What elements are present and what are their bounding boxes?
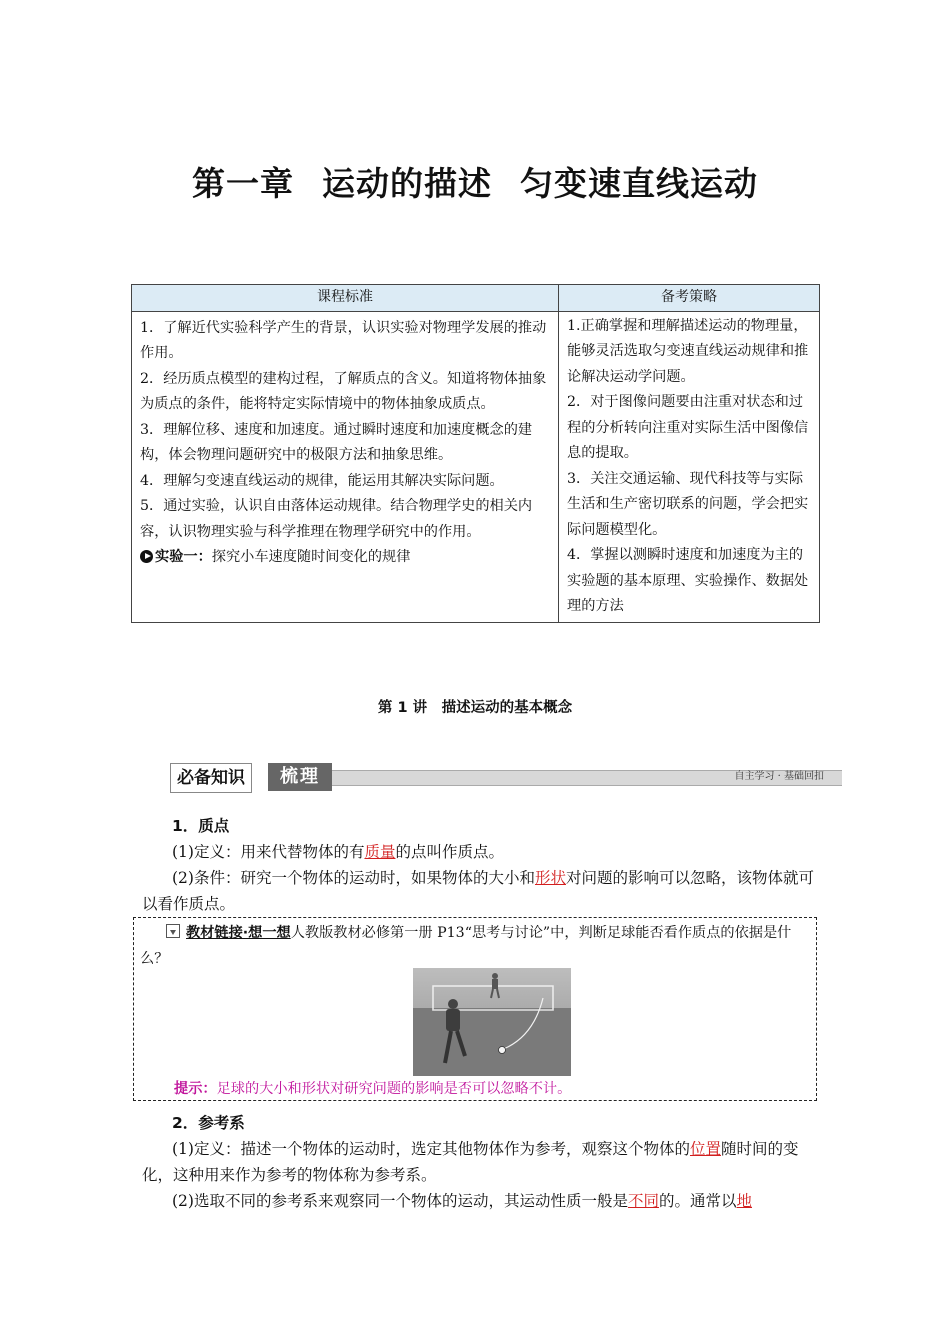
- section-banner: [170, 763, 842, 793]
- chapter-title: [0, 158, 950, 205]
- strategy-item: 4．掌握以测瞬时速度和加速度为主的实验题的基本原理、实验操作、数据处理的方法: [567, 547, 809, 614]
- text-span: (1)定义：用来代替物体的有: [172, 843, 365, 861]
- header-exam-strategy: 备考策略: [559, 285, 820, 312]
- play-icon: [140, 550, 153, 563]
- answer-fill: 质量: [364, 843, 396, 861]
- answer-fill: 形状: [534, 869, 566, 887]
- download-icon: [166, 924, 180, 938]
- banner-caption: 自主学习 · 基础回扣: [734, 771, 824, 782]
- soccer-photo: [413, 968, 571, 1076]
- reference-frame-definition: [142, 1136, 818, 1188]
- section-heading-reference-frame: 2．参考系: [172, 1114, 245, 1132]
- standard-item: 5．通过实验，认识自由落体运动规律。结合物理学史的相关内容，认识物理实验与科学推理在物理学研究中的作用。: [140, 498, 533, 540]
- header-curriculum-standard: 课程标准: [132, 285, 559, 312]
- standard-item: 1．了解近代实验科学产生的背景，认识实验对物理学发展的推动作用。: [140, 319, 547, 361]
- particle-condition: [142, 865, 818, 917]
- standard-item: 3．理解位移、速度和加速度。通过瞬时速度和加速度概念的建构，体会物理问题研究中的极限方法和抽象思维。: [140, 421, 533, 463]
- text-span: (1)定义：描述一个物体的运动时，选定其他物体作为参考，观察这个物体的: [172, 1140, 690, 1158]
- banner-title: 必备知识: [170, 763, 252, 793]
- experiment-line: [140, 545, 550, 571]
- lecture-title: 第 1 讲 描述运动的基本概念: [377, 700, 573, 716]
- experiment-text: 探究小车速度随时间变化的规律: [211, 549, 411, 565]
- link-text: 人教版教材必修第一册 P13“思考与讨论”中，判断足球能否看作质点的依据是什么？: [140, 925, 792, 967]
- banner-subtitle: 梳理: [268, 763, 332, 791]
- hint-line: [174, 1078, 571, 1100]
- chapter-number: 第一章: [192, 164, 294, 203]
- chapter-topic-2: 匀变速直线运动: [520, 164, 758, 203]
- text-span: 对问题的影响可以忽略，该物体就可以看作质点。: [142, 869, 814, 913]
- link-tag: 教材链接·想一想: [186, 925, 291, 941]
- link-question: [140, 920, 810, 972]
- standard-item: 2．经历质点模型的建构过程，了解质点的含义。知道将物体抽象为质点的条件，能将特定实际情境中的物体抽象成质点。: [140, 370, 547, 412]
- strategy-item: 2．对于图像问题要由注重对状态和过程的分析转向注重对实际生活中图像信息的提取。: [567, 394, 809, 461]
- text-span: 随时间的变化，这种用来作为参考的物体称为参考系。: [142, 1140, 799, 1184]
- section-heading-particle: 1．质点: [172, 817, 230, 835]
- reference-frame-property: [142, 1188, 818, 1214]
- text-span: (2)选取不同的参考系来观察同一个物体的运动，其运动性质一般是: [172, 1192, 628, 1210]
- particle-definition: [142, 839, 818, 865]
- text-span: 的。通常以: [658, 1192, 737, 1210]
- hint-label: 提示：: [174, 1081, 217, 1097]
- experiment-label: 实验一：: [155, 549, 212, 565]
- standard-item: 4．理解匀变速直线运动的规律，能运用其解决实际问题。: [140, 472, 504, 489]
- standards-cell: [132, 311, 559, 622]
- answer-fill: 位置: [689, 1140, 721, 1158]
- answer-fill: 地: [736, 1192, 753, 1210]
- text-span: 的点叫作质点。: [395, 843, 504, 861]
- strategy-item: 1.正确掌握和理解描述运动的物理量，能够灵活选取匀变速直线运动规律和推论解决运动学问题。: [567, 317, 809, 385]
- curriculum-table: [131, 284, 820, 623]
- strategy-item: 3．关注交通运输、现代科技等与实际生活和生产密切联系的问题，学会把实际问题模型化。: [567, 470, 809, 538]
- text-span: (2)条件：研究一个物体的运动时，如果物体的大小和: [172, 869, 535, 887]
- strategies-cell: [559, 311, 820, 622]
- chapter-topic-1: 运动的描述: [322, 164, 492, 203]
- hint-text: 足球的大小和形状对研究问题的影响是否可以忽略不计。: [216, 1081, 572, 1097]
- textbook-link-box: [133, 917, 817, 1101]
- answer-fill: 不同: [627, 1192, 659, 1210]
